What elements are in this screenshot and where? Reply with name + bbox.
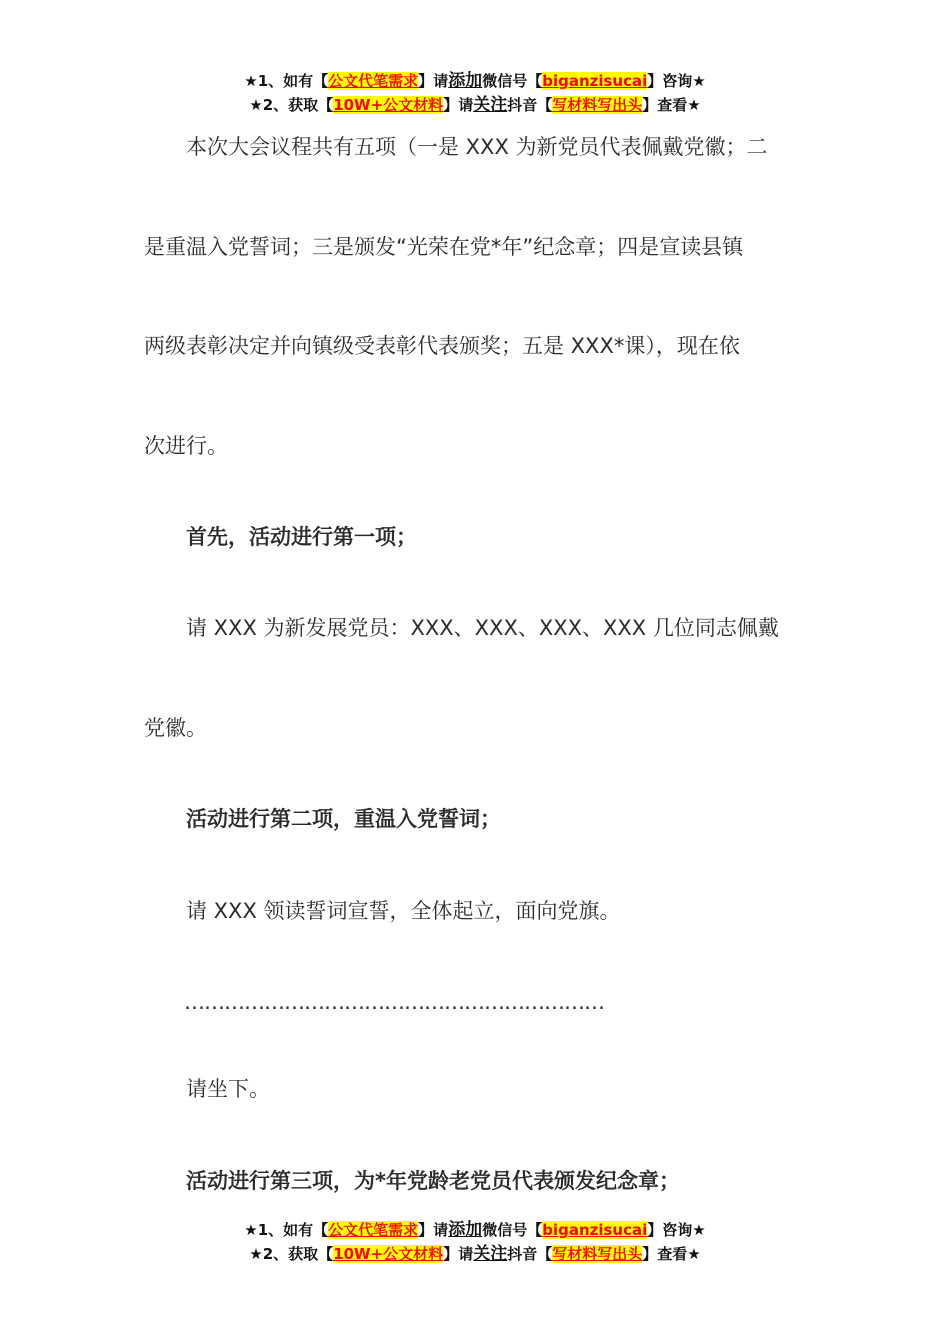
- promo-text: 】咨询★: [647, 1221, 706, 1239]
- promo-line-2: [0, 93, 950, 117]
- promo-text: 微信号【: [482, 72, 543, 90]
- promo-highlight-douyin: 写材料写出头: [552, 96, 643, 114]
- promo-text: 抖音【: [507, 1245, 553, 1263]
- promo-text: ★2、获取【: [249, 96, 334, 114]
- promo-text: 】请: [443, 96, 474, 114]
- promo-line-2: [0, 1242, 950, 1266]
- promo-text: 】查看★: [642, 96, 701, 114]
- paragraph-line: 请 XXX 为新发展党员：XXX、XXX、XXX、XXX 几位同志佩戴: [144, 616, 779, 640]
- promo-highlight-wechat: biganzisucai: [542, 72, 648, 90]
- section-heading: 活动进行第二项，重温入党誓词；: [144, 807, 501, 831]
- promo-text: ★2、获取【: [249, 1245, 334, 1263]
- paragraph-line: 党徽。: [144, 716, 207, 740]
- promo-banner-bottom: [0, 1218, 950, 1266]
- promo-highlight-wechat: biganzisucai: [542, 1221, 648, 1239]
- promo-highlight: 公文代笔需求: [328, 1221, 419, 1239]
- promo-emphasis: 关注: [473, 95, 508, 115]
- promo-line-1: [0, 69, 950, 93]
- promo-text: ★1、如有【: [244, 1221, 329, 1239]
- section-heading: 首先，活动进行第一项；: [144, 525, 417, 549]
- section-heading: 活动进行第三项，为*年党龄老党员代表颁发纪念章；: [144, 1169, 680, 1193]
- paragraph-line: 请坐下。: [144, 1077, 270, 1101]
- promo-emphasis: 添加: [448, 71, 483, 91]
- promo-text: ★1、如有【: [244, 72, 329, 90]
- paragraph-line: 两级表彰决定并向镇级受表彰代表颁奖；五是 XXX*课），现在依: [144, 334, 740, 358]
- promo-highlight: 10W+公文材料: [333, 1245, 444, 1263]
- promo-text: 】请: [418, 72, 449, 90]
- promo-emphasis: 关注: [473, 1244, 508, 1264]
- promo-line-1: [0, 1218, 950, 1242]
- promo-highlight: 10W+公文材料: [333, 96, 444, 114]
- promo-text: 抖音【: [507, 96, 553, 114]
- promo-highlight-douyin: 写材料写出头: [552, 1245, 643, 1263]
- paragraph-line: 是重温入党誓词；三是颁发“光荣在党*年”纪念章；四是宣读县镇: [144, 235, 744, 259]
- promo-text: 】查看★: [642, 1245, 701, 1263]
- promo-text: 】咨询★: [647, 72, 706, 90]
- paragraph-line: 本次大会议程共有五项（一是 XXX 为新党员代表佩戴党徽；二: [144, 135, 768, 159]
- promo-emphasis: 添加: [448, 1220, 483, 1240]
- paragraph-line: 次进行。: [144, 434, 228, 458]
- promo-highlight: 公文代笔需求: [328, 72, 419, 90]
- promo-text: 】请: [443, 1245, 474, 1263]
- ellipsis-line: ………………………………………………………: [144, 990, 604, 1014]
- paragraph-line: 请 XXX 领读誓词宣誓，全体起立，面向党旗。: [144, 899, 621, 923]
- promo-text: 】请: [418, 1221, 449, 1239]
- promo-text: 微信号【: [482, 1221, 543, 1239]
- promo-banner-top: [0, 69, 950, 117]
